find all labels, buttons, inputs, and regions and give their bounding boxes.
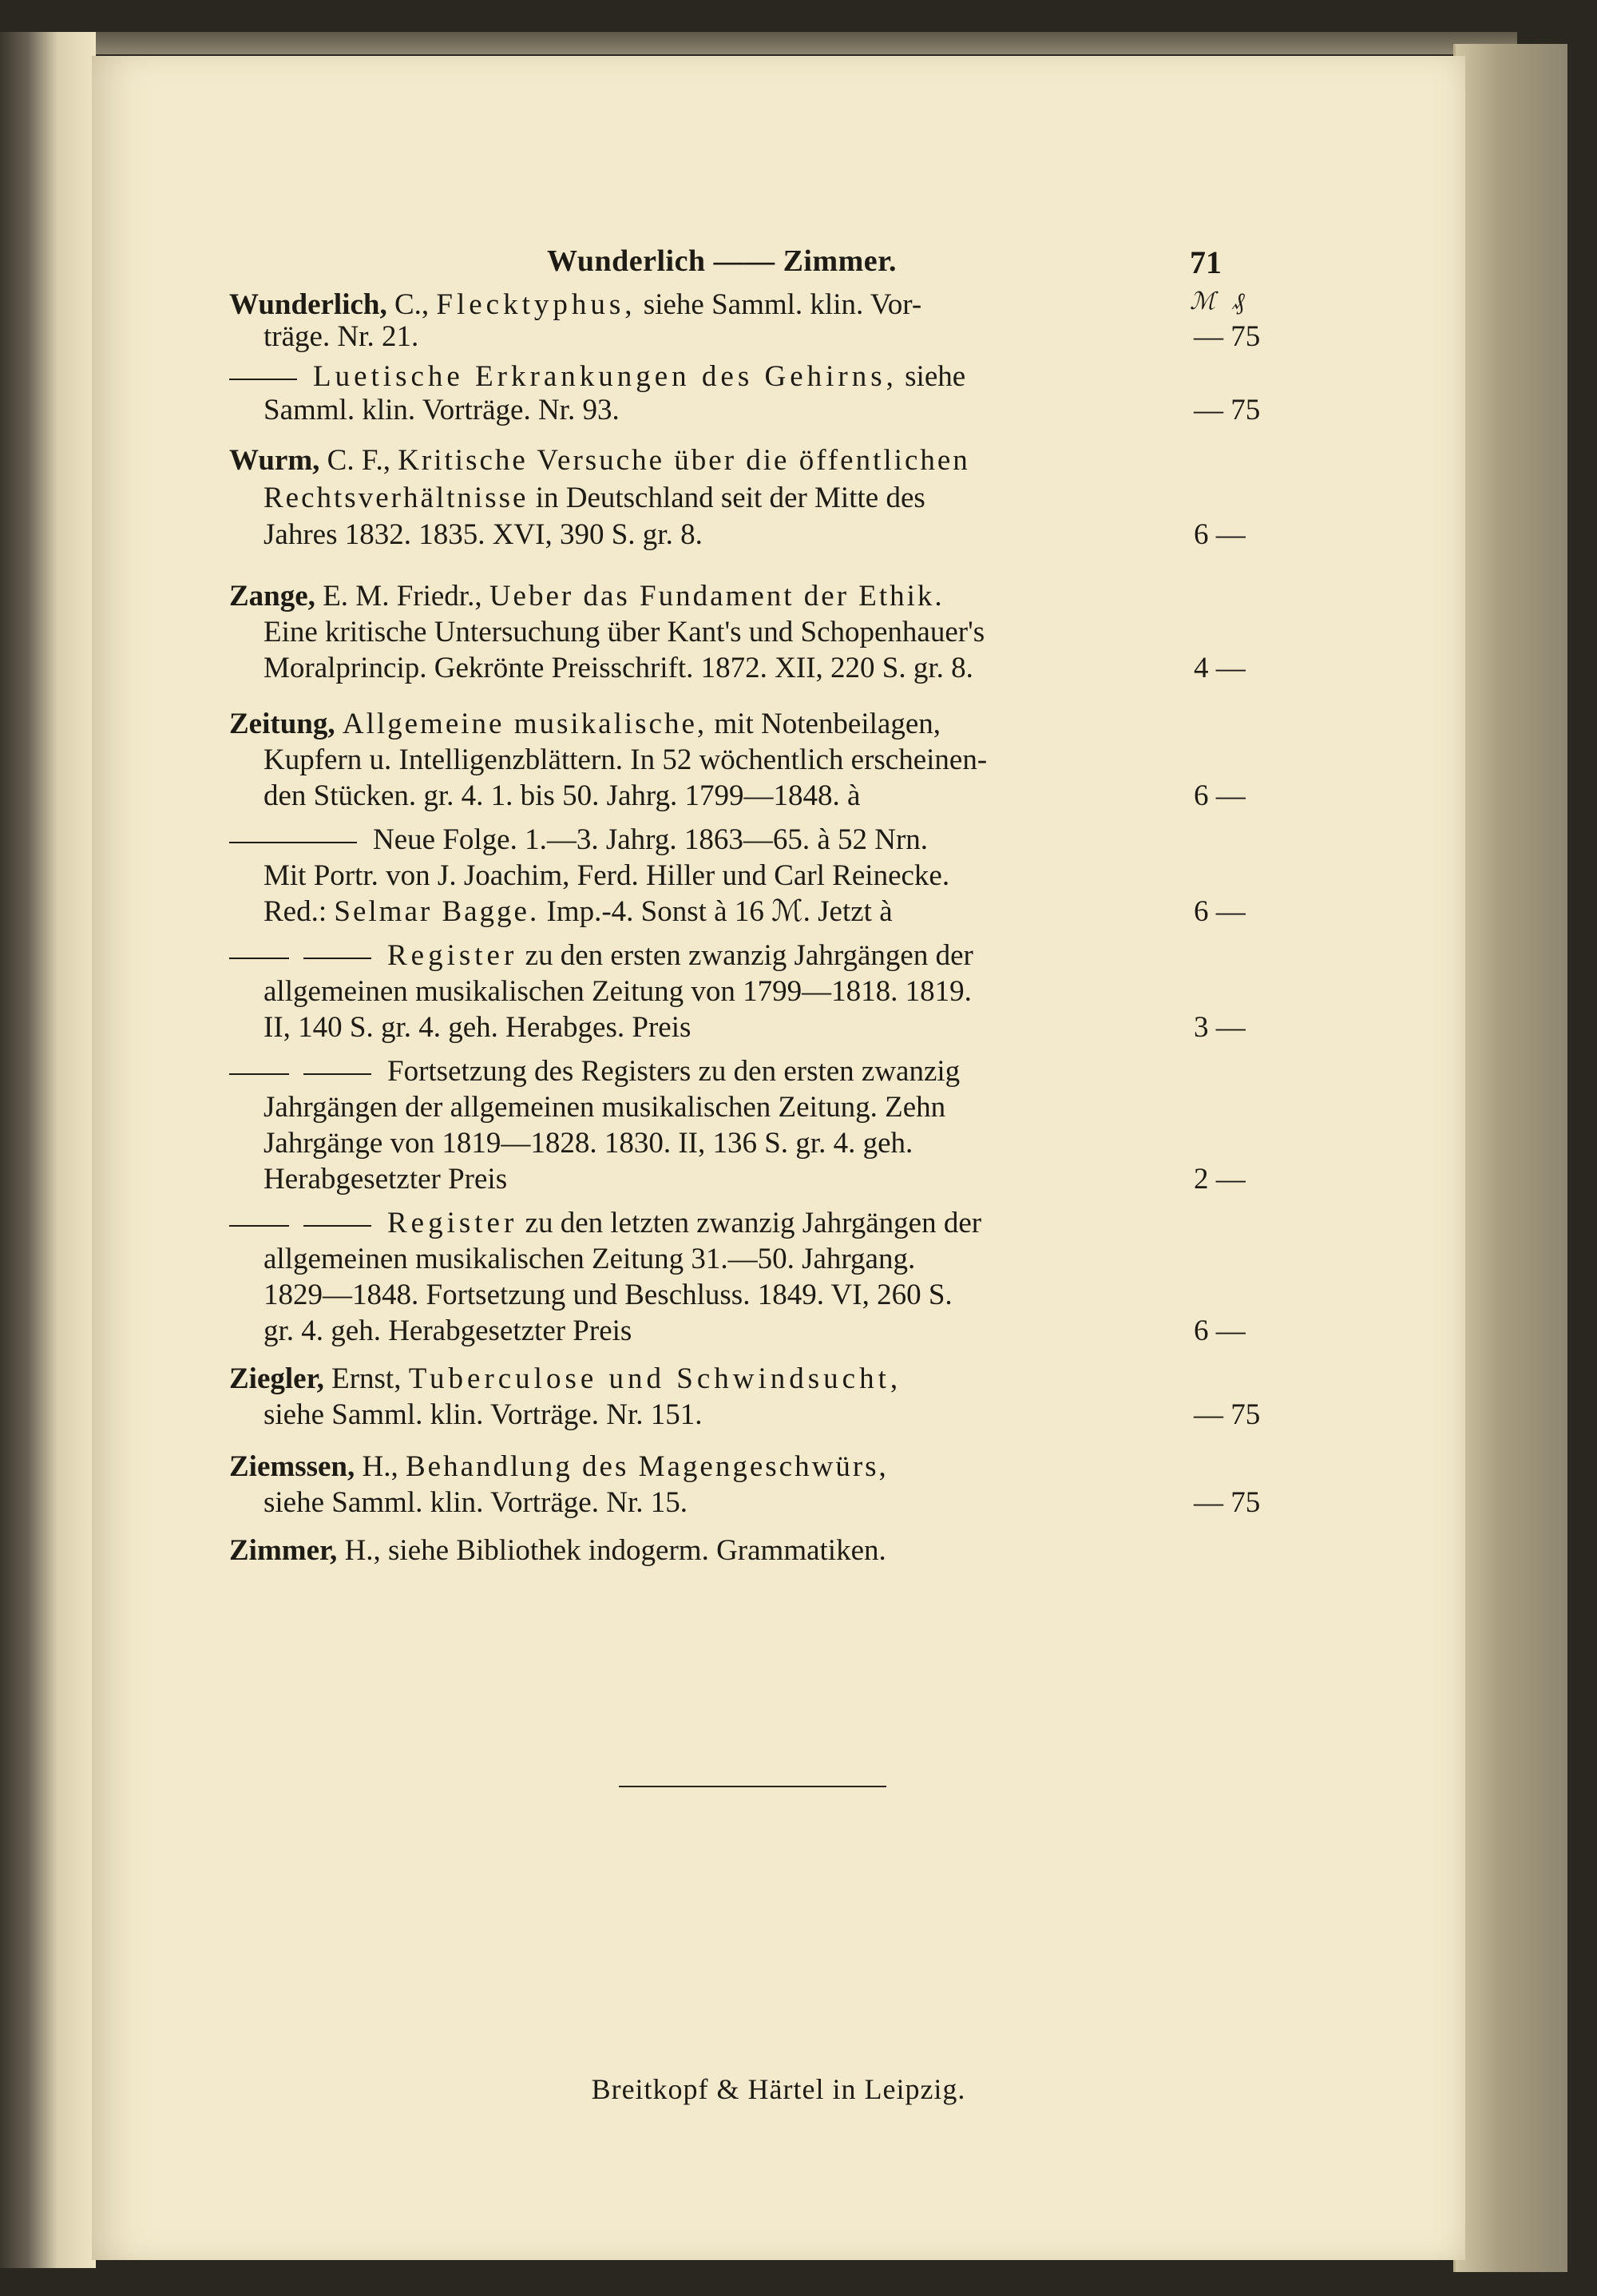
author-name: Zimmer,	[229, 1534, 338, 1567]
entry-text: C. F.,	[319, 444, 398, 477]
entry-line	[264, 393, 620, 428]
entry-line	[229, 443, 970, 478]
entry-text: II, 140 S. gr. 4. geh. Herabges. Preis	[264, 1011, 692, 1044]
entry-text	[335, 708, 343, 740]
running-title: Wunderlich —— Zimmer.	[547, 244, 898, 278]
entry-text: Eine kritische Untersuchung über Kant's und Schopenhauer's	[264, 616, 985, 648]
entry-line	[264, 481, 925, 516]
entry-line	[264, 1162, 507, 1197]
entry-text: allgemeinen musikalischen Zeitung 31.—50. Jahrgang.	[264, 1243, 916, 1275]
entry-text: zu den letzten zwanzig Jahrgängen der	[517, 1207, 982, 1239]
entry-text: 1829—1848. Fortsetzung und Beschluss. 1849. VI, 260 S.	[264, 1279, 953, 1311]
ditto-dash	[229, 1073, 289, 1075]
entry-text: Flecktyphus,	[436, 288, 636, 321]
closing-rule	[619, 1786, 886, 1787]
entry-text: Register	[387, 1207, 518, 1239]
entry-text: Behandlung des Magengeschwürs,	[405, 1450, 889, 1483]
price-value: 6 —	[1194, 779, 1246, 812]
entry-text: mit Notenbeilagen,	[707, 708, 941, 740]
entry-text: träge. Nr. 21.	[264, 320, 419, 353]
currency-header: ℳ ₰	[1190, 288, 1245, 315]
entry-line	[264, 1010, 691, 1045]
entry-text: zu den ersten zwanzig Jahrgängen der	[517, 939, 973, 972]
entry-text: Moralprincip. Gekrönte Preisschrift. 1872. XII, 220 S. gr. 8.	[264, 652, 973, 684]
entry-text: Kritische Versuche über die öffentlichen	[398, 444, 970, 477]
entry-line	[264, 1398, 702, 1433]
entry-line	[229, 1449, 889, 1485]
entry-text: Register	[387, 939, 518, 972]
price-value: — 75	[1194, 320, 1261, 353]
book-cover-top	[0, 32, 1517, 54]
entry-text: Ernst,	[323, 1362, 409, 1395]
ditto-dash	[229, 958, 289, 959]
entry-text: allgemeinen musikalischen Zeitung von 1799—1818. 1819.	[264, 975, 972, 1008]
entry-line	[229, 359, 965, 395]
ditto-dash	[229, 1225, 289, 1227]
price-value: — 75	[1194, 394, 1261, 426]
entry-text: Selmar Bagge.	[334, 895, 540, 928]
entry-line	[264, 894, 893, 930]
ditto-dash	[303, 1225, 371, 1227]
entry-text: H., siehe Bibliothek indogerm. Grammatiken.	[337, 1534, 886, 1567]
entry-text: Luetische Erkrankungen des Gehirns,	[313, 360, 898, 393]
entry-text: Allgemeine musikalische,	[342, 708, 707, 740]
price-value: 4 —	[1194, 652, 1246, 684]
entry-text: Neue Folge. 1.—3. Jahrg. 1863—65. à 52 Nrn.	[373, 823, 929, 856]
entry-line	[229, 938, 973, 974]
entry-text: Samml. klin. Vorträge. Nr. 93.	[264, 394, 620, 426]
price-value: 6 —	[1194, 895, 1246, 928]
entry-text: E. M. Friedr.,	[315, 580, 489, 613]
entry-line	[229, 1362, 902, 1397]
entry-text: Jahrgänge von 1819—1828. 1830. II, 136 S. gr. 4. geh.	[264, 1127, 913, 1160]
entry-line	[264, 319, 418, 355]
entry-line	[229, 287, 921, 323]
entry-line	[229, 1206, 981, 1241]
entry-line	[264, 1242, 915, 1277]
price-value: — 75	[1194, 1398, 1261, 1431]
entry-line	[264, 1278, 953, 1313]
author-name: Zange,	[229, 580, 315, 613]
entry-line	[264, 974, 972, 1009]
entry-line	[229, 579, 945, 614]
entry-line	[264, 779, 860, 814]
author-name: Wunderlich,	[229, 288, 387, 321]
entry-line	[264, 651, 973, 686]
author-name: Zeitung,	[229, 708, 335, 740]
entry-line	[264, 743, 987, 778]
ditto-dash	[229, 842, 357, 843]
ditto-dash	[303, 958, 371, 959]
entry-line	[229, 823, 928, 858]
book-page	[92, 56, 1465, 2260]
entry-text: C.,	[386, 288, 437, 321]
entry-text: Kupfern u. Intelligenzblättern. In 52 wöchentlich erscheinen-	[264, 744, 988, 776]
entry-text: Ueber das Fundament der Ethik.	[489, 580, 945, 613]
entry-text: Herabgesetzter Preis	[264, 1163, 508, 1196]
author-name: Ziemssen,	[229, 1450, 355, 1483]
entry-text: den Stücken. gr. 4. 1. bis 50. Jahrg. 1799—1848. à	[264, 779, 861, 812]
entry-text: Jahrgängen der allgemeinen musikalischen Zeitung. Zehn	[264, 1091, 946, 1124]
price-value: 3 —	[1194, 1011, 1246, 1044]
entry-line	[229, 1054, 960, 1089]
entry-text: Mit Portr. von J. Joachim, Ferd. Hiller und Carl Reinecke.	[264, 859, 950, 892]
entry-text: Tuberculose und Schwindsucht,	[408, 1362, 902, 1395]
page-number: 71	[1190, 244, 1222, 280]
author-name: Ziegler,	[229, 1362, 324, 1395]
entry-line	[264, 1485, 688, 1521]
entry-text: Rechtsverhältnisse	[264, 482, 529, 514]
entry-text: gr. 4. geh. Herabgesetzter Preis	[264, 1315, 632, 1347]
ditto-dash	[229, 379, 297, 380]
price-value: 6 —	[1194, 1315, 1246, 1347]
entry-line	[264, 1314, 632, 1349]
author-name: Wurm,	[229, 444, 320, 477]
book-binding	[0, 32, 96, 2268]
entry-text: Jahres 1832. 1835. XVI, 390 S. gr. 8.	[264, 518, 703, 551]
entry-text: in Deutschland seit der Mitte des	[528, 482, 925, 514]
entry-text: siehe Samml. klin. Vor-	[636, 288, 922, 321]
entry-text: siehe	[897, 360, 966, 393]
book-page-edges	[1453, 44, 1567, 2272]
price-value: 6 —	[1194, 518, 1246, 551]
entry-text: Fortsetzung des Registers zu den ersten zwanzig	[387, 1055, 961, 1088]
entry-line	[264, 1090, 945, 1125]
publisher-imprint: Breitkopf & Härtel in Leipzig.	[591, 2073, 966, 2105]
entry-line	[229, 1533, 886, 1568]
running-header	[92, 244, 1465, 284]
entry-text: siehe Samml. klin. Vorträge. Nr. 15.	[264, 1486, 688, 1519]
price-value: 2 —	[1194, 1163, 1246, 1196]
entry-line	[229, 707, 941, 742]
entry-text: Imp.-4. Sonst à 16 ℳ. Jetzt à	[539, 895, 893, 928]
entry-line	[264, 1126, 913, 1161]
entry-line	[264, 517, 703, 553]
price-value: — 75	[1194, 1486, 1261, 1519]
entry-text: Red.:	[264, 895, 335, 928]
ditto-dash	[303, 1073, 371, 1075]
entry-text: siehe Samml. klin. Vorträge. Nr. 151.	[264, 1398, 703, 1431]
entry-line	[264, 859, 949, 894]
entry-line	[264, 615, 985, 650]
entry-text: H.,	[355, 1450, 406, 1483]
